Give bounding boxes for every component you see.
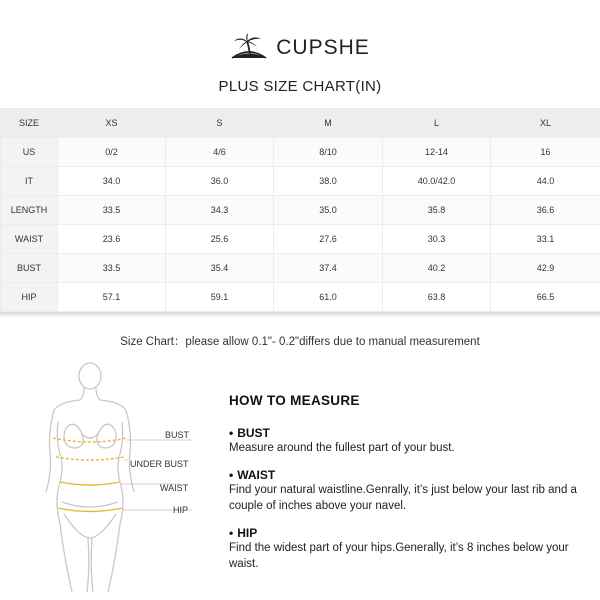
how-to-measure-title: HOW TO MEASURE	[229, 393, 360, 408]
table-divider	[0, 312, 600, 318]
table-cell: 40.0/42.0	[383, 167, 491, 196]
table-header-cell: S	[166, 109, 274, 138]
table-cell: 33.5	[58, 254, 166, 283]
table-cell: 59.1	[166, 283, 274, 312]
table-row	[1, 138, 600, 167]
table-header-cell: XS	[58, 109, 166, 138]
table-cell: 8/10	[274, 138, 383, 167]
table-header-cell: XL	[491, 109, 600, 138]
row-label: BUST	[1, 254, 58, 283]
measure-item-bust	[229, 426, 589, 456]
table-cell: 16	[491, 138, 600, 167]
table-cell: 66.5	[491, 283, 600, 312]
palm-tree-island-icon	[230, 33, 268, 63]
table-row	[1, 225, 600, 254]
table-cell: 34.3	[166, 196, 274, 225]
table-cell: 12-14	[383, 138, 491, 167]
row-label: LENGTH	[1, 196, 58, 225]
table-cell: 57.1	[58, 283, 166, 312]
bullet-icon: •	[229, 426, 234, 440]
table-cell: 33.5	[58, 196, 166, 225]
measure-item-name: WAIST	[237, 468, 276, 482]
table-row	[1, 196, 600, 225]
how-to-measure	[229, 393, 589, 584]
table-row	[1, 254, 600, 283]
table-cell: 36.6	[491, 196, 600, 225]
table-cell: 30.3	[383, 225, 491, 254]
bullet-icon: •	[229, 526, 234, 540]
row-label: US	[1, 138, 58, 167]
measure-item-desc: Find the widest part of your hips.Generally, it’s 8 inches below your waist.	[229, 542, 569, 570]
brand-logo	[0, 28, 600, 68]
table-cell: 4/6	[166, 138, 274, 167]
table-cell: 27.6	[274, 225, 383, 254]
row-label: IT	[1, 167, 58, 196]
table-cell: 34.0	[58, 167, 166, 196]
table-cell: 63.8	[383, 283, 491, 312]
measure-item-desc: Measure around the fullest part of your bust.	[229, 442, 455, 454]
body-outline-illustration	[20, 362, 220, 592]
table-row	[1, 167, 600, 196]
table-header-cell: M	[274, 109, 383, 138]
row-label: HIP	[1, 283, 58, 312]
table-cell: 42.9	[491, 254, 600, 283]
table-cell: 40.2	[383, 254, 491, 283]
bust-label: BUST	[165, 430, 190, 440]
row-label: WAIST	[1, 225, 58, 254]
waist-label: WAIST	[160, 483, 189, 493]
bullet-icon: •	[229, 468, 234, 482]
table-row	[1, 283, 600, 312]
table-header-row	[1, 109, 600, 138]
table-cell: 44.0	[491, 167, 600, 196]
measure-item-hip	[229, 526, 589, 572]
table-cell: 37.4	[274, 254, 383, 283]
table-cell: 25.6	[166, 225, 274, 254]
table-cell: 35.8	[383, 196, 491, 225]
measure-item-desc: Find your natural waistline.Genrally, it’s just below your last rib and a couple of inches above your navel.	[229, 484, 577, 512]
under-bust-label: UNDER BUST	[130, 459, 189, 469]
size-table	[0, 108, 600, 312]
table-cell: 33.1	[491, 225, 600, 254]
table-cell: 35.4	[166, 254, 274, 283]
measure-item-waist	[229, 468, 589, 514]
table-cell: 36.0	[166, 167, 274, 196]
brand-name: CUPSHE	[276, 36, 370, 59]
body-measurement-figure	[20, 362, 220, 592]
table-cell: 38.0	[274, 167, 383, 196]
chart-title: PLUS SIZE CHART(IN)	[218, 78, 382, 95]
table-header-cell: L	[383, 109, 491, 138]
hip-label: HIP	[173, 505, 189, 515]
measure-item-name: HIP	[237, 526, 258, 540]
table-cell: 35.0	[274, 196, 383, 225]
measure-item-name: BUST	[237, 426, 270, 440]
table-cell: 23.6	[58, 225, 166, 254]
measurement-note: Size Chart：please allow 0.1"- 0.2"differs due to manual measurement	[120, 336, 480, 348]
table-cell: 61.0	[274, 283, 383, 312]
table-header-cell: SIZE	[1, 109, 58, 138]
table-cell: 0/2	[58, 138, 166, 167]
